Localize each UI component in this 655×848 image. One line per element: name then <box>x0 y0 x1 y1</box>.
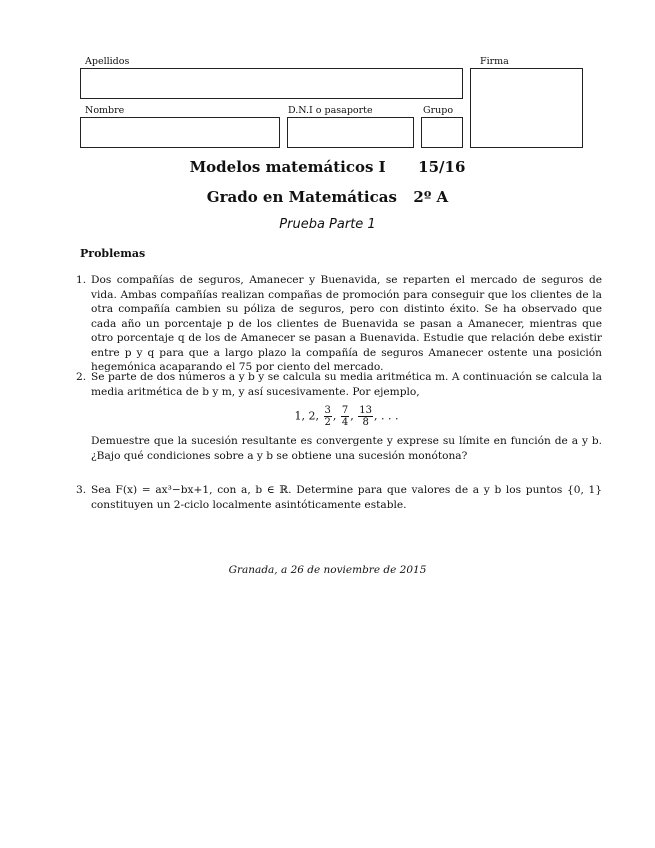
degree-name: Grado en Matemáticas <box>206 188 397 206</box>
seq-prefix: 1, 2, <box>294 409 320 423</box>
grupo-label: Grupo <box>423 105 454 116</box>
problem-text-2: Demuestre que la sucesión resultante es convergente y exprese su límite en función de a y b. ¿Bajo qué condiciones sobre a y b se obtiene una sucesión monótona? <box>91 435 602 462</box>
sequence-formula: 1, 2, $\frac{3}{2}$ , $\frac{7}{4}$ , $\frac{13}{8}$ , . . . <box>294 405 399 428</box>
problem-text: Dos compañías de seguros, Amanecer y Buenavida, se reparten el mercado de seguros de vida. Ambas compañías realizan compañas de promoción para conseguir que los clientes de la otra compañía cambien su póliza de seguros, pero con distinto éxito. Se ha observado que cada año un porcentaje p de los clientes de Buenavida se pasan a Amanecer, mientras que otro porcentaje q de los de Amanecer se pasan a Buenavida. Estudie que relación debe existir entre p y q para que a largo plazo la compañía de seguros Amanecer ostente una posición hegemónica acaparando el 75 por ciento del mercado. <box>91 274 602 373</box>
nombre-field[interactable] <box>80 117 280 148</box>
exam-subtitle: Prueba Parte 1 <box>279 217 376 232</box>
firma-field[interactable] <box>470 68 583 148</box>
fraction: $\frac{7}{4}$ <box>341 405 349 428</box>
problem-1 <box>76 273 602 375</box>
fraction: $\frac{3}{2}$ <box>324 405 331 428</box>
course-year: 15/16 <box>418 158 466 176</box>
firma-label: Firma <box>480 56 509 67</box>
dni-field[interactable] <box>287 117 414 148</box>
problem-text: Sea F(x) = ax³−bx+1, con a, b ∈ ℝ. Determine para que valores de a y b los puntos {0, 1} constituyen un 2-ciclo localmente asintóticamente estable. <box>91 484 602 511</box>
problem-2 <box>76 370 602 463</box>
degree-title <box>0 188 655 206</box>
footer-date: Granada, a 26 de noviembre de 2015 <box>228 564 427 576</box>
problem-number: 2. <box>76 371 87 383</box>
dni-label: D.N.I o pasaporte <box>288 105 373 116</box>
section-title: Problemas <box>80 247 146 260</box>
fraction: $\frac{13}{8}$ <box>359 405 372 428</box>
degree-level: 2º A <box>413 188 449 206</box>
grupo-field[interactable] <box>421 117 463 148</box>
problem-text: Se parte de dos números a y b y se calcula su media aritmética m. A continuación se calcula la media aritmética de b y m, y así sucesivamente. Por ejemplo, <box>91 371 602 398</box>
apellidos-label: Apellidos <box>85 56 130 67</box>
nombre-label: Nombre <box>85 105 125 116</box>
problem-number: 1. <box>76 274 87 286</box>
course-name: Modelos matemáticos I <box>189 158 386 176</box>
course-title <box>0 158 655 176</box>
problem-number: 3. <box>76 484 87 496</box>
apellidos-field[interactable] <box>80 68 463 99</box>
seq-suffix: , . . . <box>374 409 399 423</box>
problem-3 <box>76 483 602 512</box>
